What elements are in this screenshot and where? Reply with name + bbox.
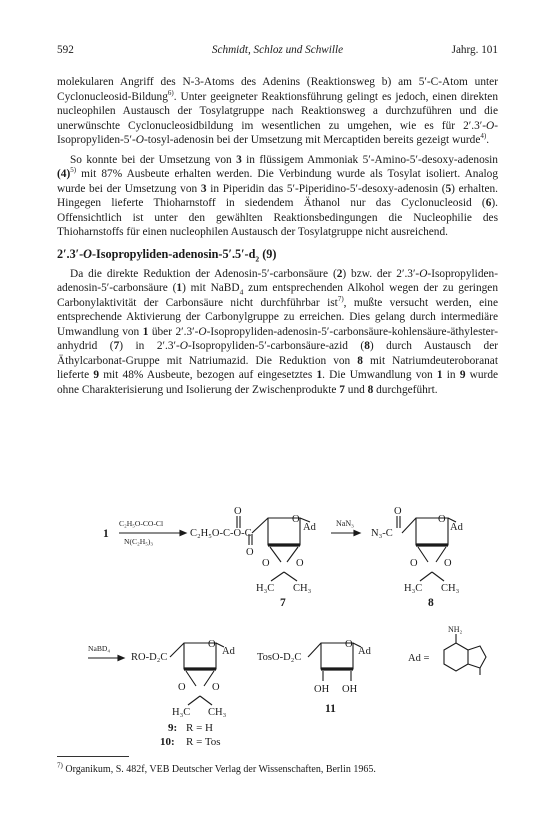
- c8-ring-top: [402, 518, 438, 533]
- c7-methyl-left: [271, 572, 284, 581]
- c11-adenine: Ad: [358, 646, 371, 657]
- arrow-head-3: [118, 656, 124, 661]
- arrow-head-2: [354, 531, 360, 536]
- arrow-head-1: [180, 531, 186, 536]
- reagent-3: NaBD₄: [88, 644, 111, 653]
- compound-label-11: 11: [325, 703, 336, 715]
- c8-adenine: Ad: [450, 522, 463, 533]
- c10-r-definition: R = Tos: [186, 736, 221, 748]
- c9-group: RO-D₂C: [131, 652, 168, 663]
- paragraph-3: Da die direkte Reduktion der Adenosin-5′-carbonsäure (2) bzw. der 2′.3′-O-Isopropyliden-adenosin-5′-carbonsäure (1) mit NaBD$_4$ zum entsprechenden Alkohol wegen der zu geringen Carbonylaktivität der Carbonsäure nicht durchführbar ist$^{7)}$, mußte versucht werden, eine entsprechende Aktivierung der Carbonylgruppe zu erreichen. Dies gelang durch intermediäre Umwandlung von 1 über 2′.3′-O-Isopropyliden-adenosin-5′-carbonsäure-kohlensäure-äthylester-anhydrid (7) in 2′.3′-O-Isopropyliden-5′-carbonsäure-azid (8) durch Austausch der Äthylcarbonat-Gruppe mit Natriumazid. Die Reduktion von 8 mit Natriumdeuteroboranat lieferte 9 mit 48% Ausbeute, bezogen auf eingesetztes 1. Die Umwandlung von 1 in 9 wurde ohne Charakterisierung und Isolierung der Zwischenprodukte 7 und 8 durchgeführt.: [57, 267, 499, 396]
- citation-4: 4): [480, 132, 487, 141]
- compound-label-10: 10:: [160, 736, 175, 748]
- adenine-amino: NH₂: [448, 625, 463, 634]
- c9-ring-top: [170, 643, 208, 657]
- reagent-1-top: C₂H₅O-CO-Cl: [119, 519, 164, 528]
- c8-acetal-o-left: O: [410, 558, 418, 569]
- page-number: 592: [57, 44, 74, 56]
- c9-adenine: Ad: [222, 646, 235, 657]
- c7-adenine: Ad: [303, 522, 316, 533]
- c9-acetal-left: [186, 671, 196, 686]
- paragraph-1: molekularen Angriff des N-3-Atoms des Adenins (Reaktionsweg b) am 5′-C-Atom unter Cyclonucleosid-Bildung$^{6)}$. Unter geeigneter Reaktionsführung gelingt es jedoch, einen direkten nucleophilen Austausch der Tosylatgruppe nach Reaktionsweg a durchzuführen und die unerwünschte Cyclonucleosidbildung im wesentlichen zu umgehen, wie es für 2′.3′-O-Isopropyliden-5′-O-tosyl-adenosin bei der Umsetzung mit Mercaptiden bereits gezeigt wurde$^{4)}$.: [57, 76, 498, 147]
- c9-r-definition: R = H: [186, 722, 213, 734]
- citation-5: 5): [70, 166, 77, 175]
- citation-7: 7): [337, 294, 344, 303]
- adenine-definition: Ad =: [408, 653, 430, 664]
- adenine-six-ring: [444, 643, 468, 671]
- c8-acetal-o-right: O: [444, 558, 452, 569]
- c7-acetal-left: [270, 547, 281, 562]
- c7-methyl-right: CH₃: [293, 583, 312, 594]
- c8-methyl-right: CH₃: [441, 583, 460, 594]
- compound-label-7: 7: [280, 597, 286, 609]
- c9-methyl-right: CH₃: [208, 707, 227, 718]
- paragraph-2: So konnte bei der Umsetzung von 3 in flüssigem Ammoniak 5′-Amino-5′-desoxy-adenosin $(4)^{5)}$ mit 87% Ausbeute erhalten werden. Die Verbindung wurde als Tosylat isoliert. Analog wurde bei der Umsetzung von 3 in Piperidin das 5′-Piperidino-5′-desoxy-adenosin (5) erhalten. Hingegen lieferte Thioharnstoff in siedendem Äthanol nur das Cyclonucleosid (6). Offensichtlich ist unter den gewählten Reaktionsbedingungen die Nucleophilie des Thioharnstoffs für einen nucleophilen Austausch der Tosylatgruppe nicht ausreichend.: [57, 153, 498, 239]
- c8-azide-group: N₃-C: [371, 528, 393, 539]
- c9-acetal-o-right: O: [212, 682, 220, 693]
- compound-label-9: 9:: [168, 722, 178, 734]
- compound-label-1: 1: [103, 528, 109, 540]
- c11-ring-top: [308, 643, 345, 657]
- reagent-2: NaN₃: [336, 519, 354, 528]
- c11-hydroxyl-right: OH: [342, 684, 358, 695]
- footnote-rule: [57, 756, 129, 757]
- c8-methyl-left: H₃C: [404, 583, 423, 594]
- journal-year: Jahrg. 101: [451, 44, 498, 56]
- c9-methyl-left: H₃C: [172, 707, 191, 718]
- c7-acetal-o-left: O: [262, 558, 270, 569]
- c8-acetal-left: [418, 547, 428, 562]
- c7-ring-oxygen: O: [292, 514, 300, 525]
- citation-6: 6): [167, 88, 174, 97]
- c7-methyl-right: [284, 572, 297, 581]
- adenine-five-ring: [468, 646, 486, 668]
- footnote-7: $^{7)}$ Organikum, S. 482f, VEB Deutscher Verlag der Wissenschaften, Berlin 1965.: [57, 761, 376, 775]
- c7-methyl-left: H₃C: [256, 583, 275, 594]
- section-heading: $2'.3'-O-Isopropyliden-adenosin-5'.5'-d_2$ (9): [57, 247, 277, 264]
- c7-oxo-top: O: [234, 506, 242, 517]
- c11-ring-oxygen: O: [345, 639, 353, 650]
- c11-group: TosO-D₂C: [257, 652, 302, 663]
- c7-ring-top: [252, 518, 292, 533]
- c9-ring-oxygen: O: [208, 639, 216, 650]
- running-head-authors: Schmidt, Schloz und Schwille: [211, 44, 344, 56]
- c7-ester-group: C₂H₅O-C-O-C: [190, 528, 252, 539]
- c9-acetal-o-left: O: [178, 682, 186, 693]
- c7-oxo-bottom: O: [246, 547, 254, 558]
- c7-acetal-o-right: O: [296, 558, 304, 569]
- c8-ring-oxygen: O: [438, 514, 446, 525]
- reagent-1-bottom: N(C₂H₅)₃: [124, 537, 154, 546]
- c11-hydroxyl-left: OH: [314, 684, 330, 695]
- compound-label-8: 8: [428, 597, 434, 609]
- c8-oxo: O: [394, 506, 402, 517]
